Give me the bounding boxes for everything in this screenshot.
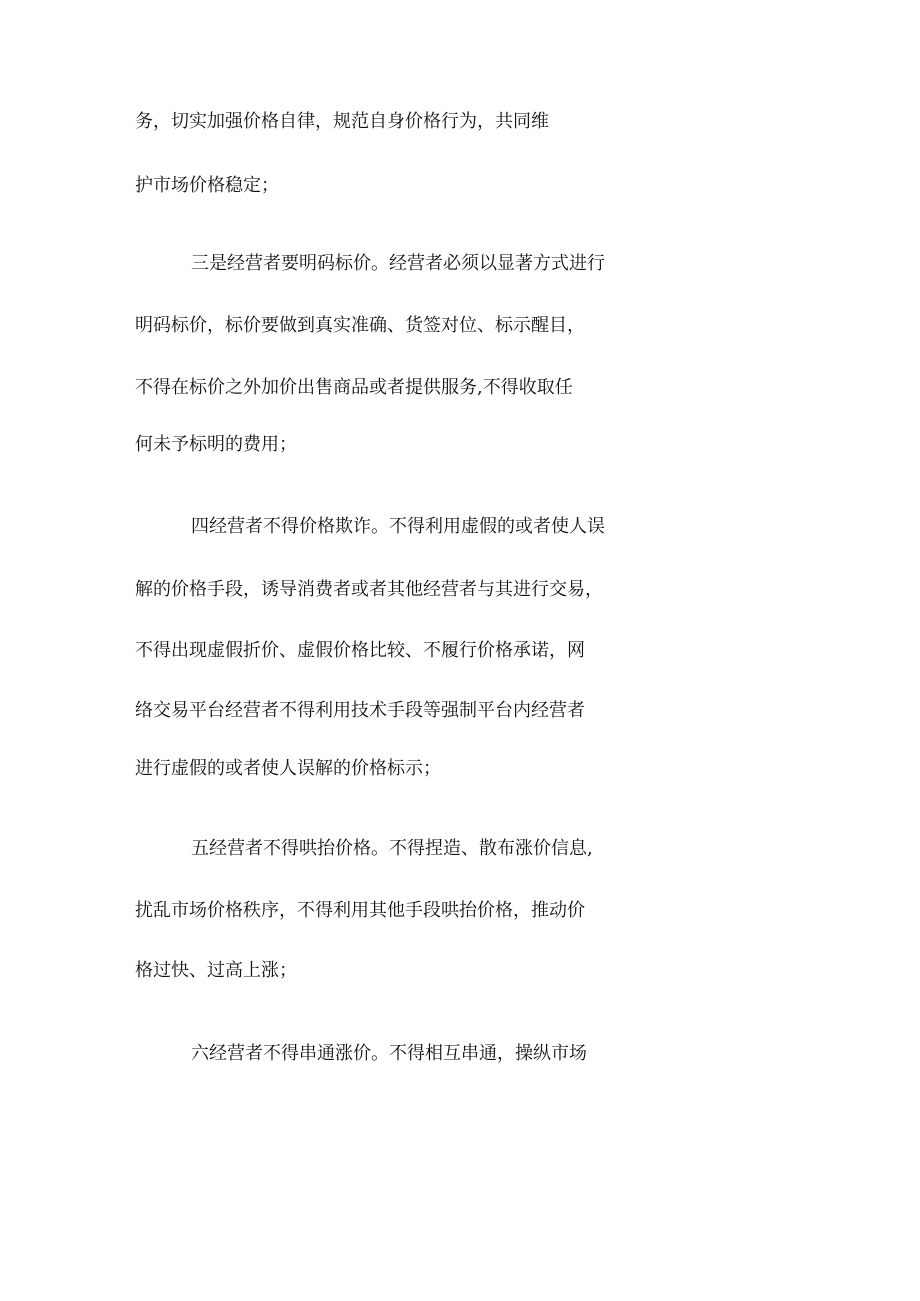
paragraph-4-line-1: 五经营者不得哄抬价格。不得捏造、散布涨价信息, (191, 838, 593, 859)
paragraph-5-line-1: 六经营者不得串通涨价。不得相互串通，操纵市场 (191, 1043, 587, 1064)
paragraph-2-line-3: 不得在标价之外加价出售商品或者提供服务,不得收取任 (135, 377, 573, 398)
paragraph-3-line-1: 四经营者不得价格欺诈。不得利用虚假的或者使人误 (191, 516, 605, 537)
paragraph-4-line-2: 扰乱市场价格秩序，不得利用其他手段哄抬价格，推动价 (135, 900, 585, 921)
paragraph-1-line-2: 护市场价格稳定； (135, 175, 279, 196)
paragraph-4-line-3: 格过快、过高上涨； (135, 960, 297, 981)
paragraph-2-line-2: 明码标价，标价要做到真实准确、货签对位、标示醒目， (135, 315, 585, 336)
paragraph-2-line-1: 三是经营者要明码标价。经营者必须以显著方式进行 (191, 253, 605, 274)
paragraph-1-line-1: 务，切实加强价格自律，规范自身价格行为，共同维 (135, 111, 549, 132)
paragraph-3-line-5: 进行虚假的或者使人误解的价格标示； (135, 758, 441, 779)
paragraph-3-line-3: 不得出现虚假折价、虚假价格比较、不履行价格承诺，网 (135, 640, 585, 661)
paragraph-3-line-2: 解的价格手段，诱导消费者或者其他经营者与其进行交易， (135, 579, 603, 600)
paragraph-2-line-4: 何未予标明的费用； (135, 434, 297, 455)
paragraph-3-line-4: 络交易平台经营者不得利用技术手段等强制平台内经营者 (135, 700, 585, 721)
